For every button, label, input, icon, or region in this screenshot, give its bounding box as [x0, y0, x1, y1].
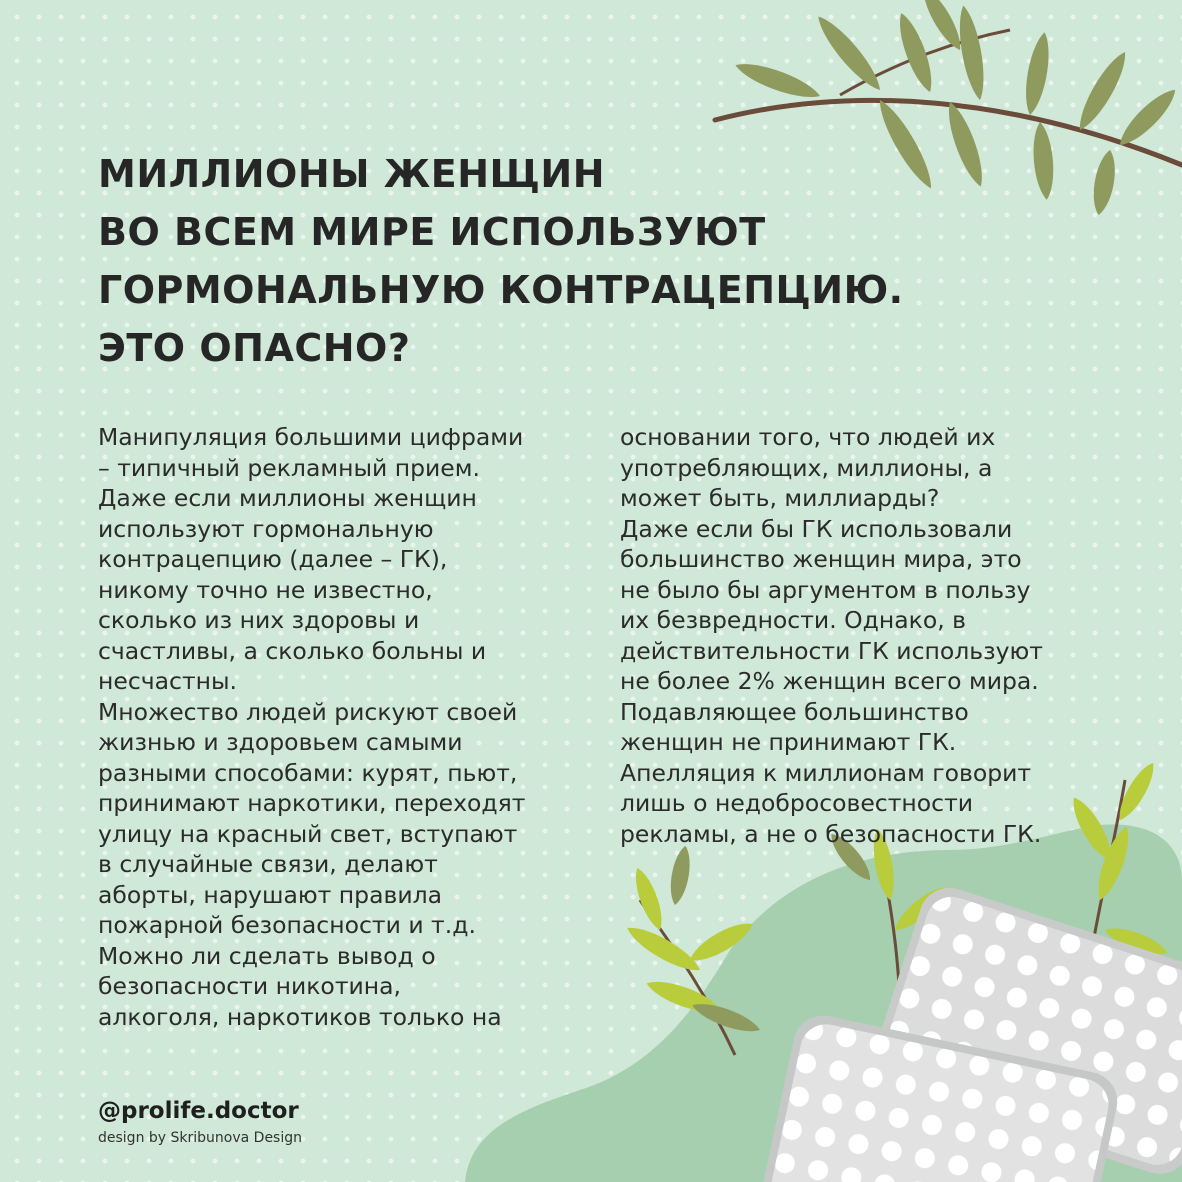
text-line: женщин не принимают ГК.: [620, 728, 957, 756]
title-line-4: ЭТО ОПАСНО?: [98, 326, 411, 370]
leaf-shape: [917, 0, 968, 54]
title-line-2: ВО ВСЕМ МИРЕ ИСПОЛЬЗУЮТ: [98, 210, 766, 254]
text-line: – типичный рекламный прием.: [98, 453, 480, 482]
text-line: Даже если миллионы женщин: [98, 484, 477, 512]
text-line: безопасности никотина,: [98, 972, 402, 1000]
design-credit: design by Skribunova Design: [98, 1130, 303, 1146]
text-line: не было бы аргументом в пользу: [620, 575, 1031, 604]
title-line-1: МИЛЛИОНЫ ЖЕНЩИН: [98, 152, 606, 196]
title-line-3: ГОРМОНАЛЬНУЮ КОНТРАЦЕПЦИЮ.: [98, 268, 904, 312]
text-line: действительности ГК используют: [620, 636, 1043, 665]
text-line: употребляющих, миллионы, а: [620, 453, 993, 482]
text-line: счастливы, а сколько больны и: [98, 636, 487, 665]
text-line: используют гормональную: [98, 514, 434, 543]
text-line: никому точно не известно,: [98, 575, 433, 604]
text-line: Манипуляция большими цифрами: [98, 423, 524, 451]
leaf-shape: [941, 99, 990, 190]
text-line: большинство женщин мира, это: [620, 545, 1022, 573]
text-line: пожарной безопасности и т.д.: [98, 911, 476, 939]
body-text-left-column: [98, 422, 593, 1032]
text-line: Можно ли сделать вывод о: [98, 941, 436, 970]
text-line: Даже если бы ГК использовали: [620, 514, 1013, 543]
leaf-shape: [954, 4, 989, 102]
leaf-shape: [1031, 121, 1057, 200]
text-line: Подавляющее большинство: [620, 697, 969, 726]
text-line: Апелляция к миллионам говорит: [620, 758, 1032, 787]
text-line: основании того, что людей их: [620, 423, 996, 451]
text-line: аборты, нарушают правила: [98, 880, 443, 909]
text-line: в случайные связи, делают: [98, 850, 438, 878]
leaf-shape: [1072, 47, 1133, 134]
text-line: жизнью и здоровьем самыми: [98, 728, 463, 756]
text-line: принимают наркотики, переходят: [98, 789, 526, 817]
leaf-shape: [1021, 31, 1054, 117]
text-line: рекламы, а не о безопасности ГК.: [620, 819, 1042, 848]
text-line: алкоголя, наркотиков только на: [98, 1002, 502, 1031]
leaf-shape: [1113, 83, 1182, 152]
text-line: сколько из них здоровы и: [98, 606, 420, 634]
page-title: [98, 145, 904, 377]
text-line: лишь о недобросовестности: [620, 789, 974, 817]
text-line: Множество людей рискуют своей: [98, 697, 518, 726]
text-line: их безвредности. Однако, в: [620, 606, 967, 634]
text-line: контрацепцию (далее – ГК),: [98, 545, 448, 573]
text-line: может быть, миллиарды?: [620, 484, 940, 512]
leaf-shape: [1089, 148, 1119, 216]
text-line: разными способами: курят, пьют,: [98, 758, 518, 787]
instagram-handle: @prolife.doctor: [98, 1098, 299, 1124]
leaf-shape: [732, 56, 823, 105]
text-line: улицу на красный свет, вступают: [98, 819, 518, 848]
text-line: несчастны.: [98, 667, 238, 695]
text-line: не более 2% женщин всего мира.: [620, 667, 1039, 695]
body-text-right-column: [620, 422, 1120, 849]
leaf-shape: [811, 10, 887, 96]
